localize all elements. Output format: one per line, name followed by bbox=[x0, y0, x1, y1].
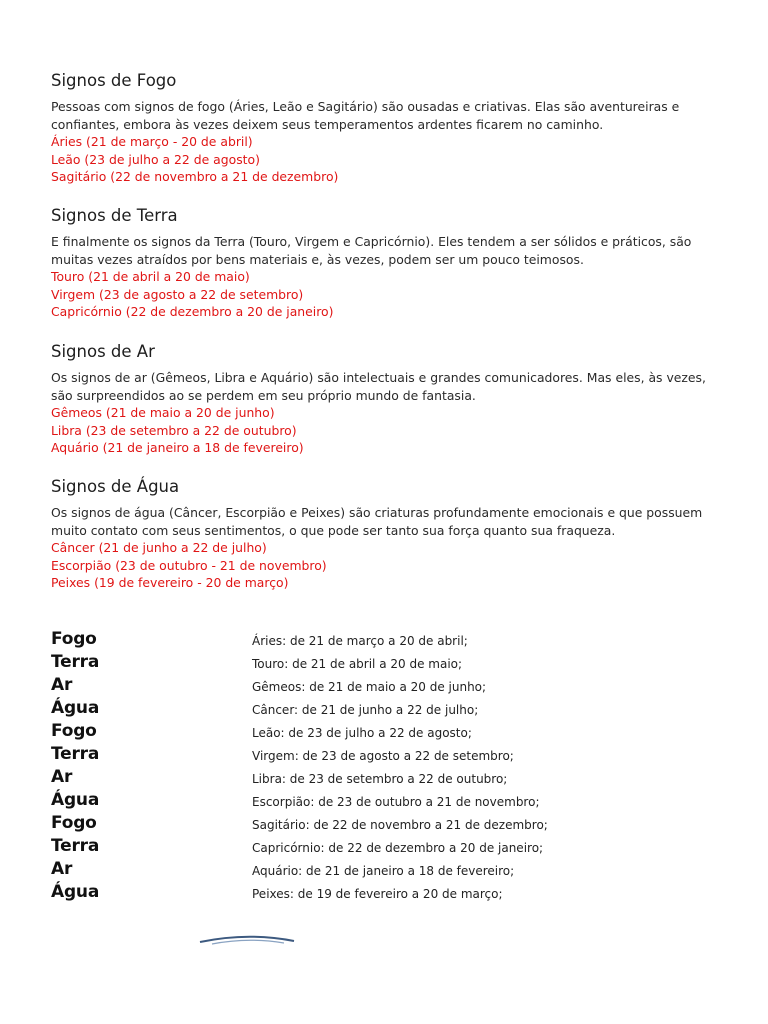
section-terra bbox=[51, 205, 721, 321]
table-row bbox=[51, 674, 721, 697]
element-dates: Aquário: de 21 de janeiro a 18 de fevereiro; bbox=[252, 864, 515, 878]
section-description: Os signos de ar (Gêmeos, Libra e Aquário) são intelectuais e grandes comunicadores. Mas eles, às vezes, são surpreendidos ao se perdem em seu próprio mundo de fantasia. bbox=[51, 370, 706, 403]
element-name: Ar bbox=[51, 675, 73, 695]
element-dates-table bbox=[51, 628, 721, 904]
section-title: Signos de Ar bbox=[51, 342, 155, 361]
section-agua bbox=[51, 476, 721, 592]
element-name: Terra bbox=[51, 652, 100, 672]
section-fogo bbox=[51, 70, 721, 186]
section-title: Signos de Fogo bbox=[51, 71, 177, 90]
table-row bbox=[51, 789, 721, 812]
table-row bbox=[51, 835, 721, 858]
sign-line: Leão (23 de julho a 22 de agosto) bbox=[51, 151, 260, 167]
element-name: Água bbox=[51, 882, 100, 902]
element-name: Fogo bbox=[51, 629, 97, 649]
wave-stroke bbox=[200, 937, 294, 942]
element-dates: Câncer: de 21 de junho a 22 de julho; bbox=[252, 703, 479, 717]
element-dates: Leão: de 23 de julho a 22 de agosto; bbox=[252, 726, 472, 740]
element-dates: Peixes: de 19 de fevereiro a 20 de março; bbox=[252, 887, 503, 901]
element-name: Água bbox=[51, 698, 100, 718]
sign-line: Escorpião (23 de outubro - 21 de novembro) bbox=[51, 557, 327, 573]
sign-line: Capricórnio (22 de dezembro a 20 de janeiro) bbox=[51, 304, 334, 320]
element-name: Fogo bbox=[51, 813, 97, 833]
sign-line: Sagitário (22 de novembro a 21 de dezembro) bbox=[51, 169, 339, 185]
element-dates: Gêmeos: de 21 de maio a 20 de junho; bbox=[252, 680, 487, 694]
element-dates: Virgem: de 23 de agosto a 22 de setembro; bbox=[252, 749, 514, 763]
section-title: Signos de Água bbox=[51, 477, 180, 496]
table-row bbox=[51, 881, 721, 904]
element-dates: Touro: de 21 de abril a 20 de maio; bbox=[252, 657, 463, 671]
table-row bbox=[51, 628, 721, 651]
sign-line: Aquário (21 de janeiro a 18 de fevereiro) bbox=[51, 440, 304, 456]
element-name: Fogo bbox=[51, 721, 97, 741]
element-name: Terra bbox=[51, 744, 100, 764]
table-row bbox=[51, 812, 721, 835]
table-row bbox=[51, 651, 721, 674]
element-dates: Áries: de 21 de março a 20 de abril; bbox=[252, 634, 468, 648]
table-row bbox=[51, 697, 721, 720]
wave-decoration-icon bbox=[198, 932, 298, 946]
sign-line: Áries (21 de março - 20 de abril) bbox=[51, 134, 253, 150]
element-name: Ar bbox=[51, 859, 73, 879]
table-row bbox=[51, 766, 721, 789]
element-name: Ar bbox=[51, 767, 73, 787]
sign-line: Câncer (21 de junho a 22 de julho) bbox=[51, 540, 267, 556]
sign-line: Touro (21 de abril a 20 de maio) bbox=[51, 269, 250, 285]
element-dates: Capricórnio: de 22 de dezembro a 20 de janeiro; bbox=[252, 841, 544, 855]
sign-line: Libra (23 de setembro a 22 de outubro) bbox=[51, 422, 297, 438]
section-title: Signos de Terra bbox=[51, 206, 178, 225]
sign-line: Virgem (23 de agosto a 22 de setembro) bbox=[51, 286, 304, 302]
table-row bbox=[51, 858, 721, 881]
section-description: Os signos de água (Câncer, Escorpião e Peixes) são criaturas profundamente emocionais e que possuem muito contato com seus sentimentos, o que pode ser tanto sua força quanto sua fraqueza. bbox=[51, 505, 703, 538]
element-dates: Libra: de 23 de setembro a 22 de outubro; bbox=[252, 772, 508, 786]
table-row bbox=[51, 743, 721, 766]
element-dates: Sagitário: de 22 de novembro a 21 de dezembro; bbox=[252, 818, 548, 832]
section-ar bbox=[51, 341, 721, 457]
element-name: Terra bbox=[51, 836, 100, 856]
sign-line: Peixes (19 de fevereiro - 20 de março) bbox=[51, 575, 289, 591]
table-row bbox=[51, 720, 721, 743]
wave-stroke-light bbox=[212, 940, 284, 944]
section-description: Pessoas com signos de fogo (Áries, Leão e Sagitário) são ousadas e criativas. Elas são aventureiras e confiantes, embora às vezes deixem seus temperamentos ardentes ficarem no caminho. bbox=[51, 99, 680, 132]
section-description: E finalmente os signos da Terra (Touro, Virgem e Capricórnio). Eles tendem a ser sólidos e práticos, são muitas vezes atraídos por bens materiais e, às vezes, podem ser um pouco teimosos. bbox=[51, 234, 692, 267]
element-name: Água bbox=[51, 790, 100, 810]
element-dates: Escorpião: de 23 de outubro a 21 de novembro; bbox=[252, 795, 540, 809]
sign-line: Gêmeos (21 de maio a 20 de junho) bbox=[51, 405, 275, 421]
